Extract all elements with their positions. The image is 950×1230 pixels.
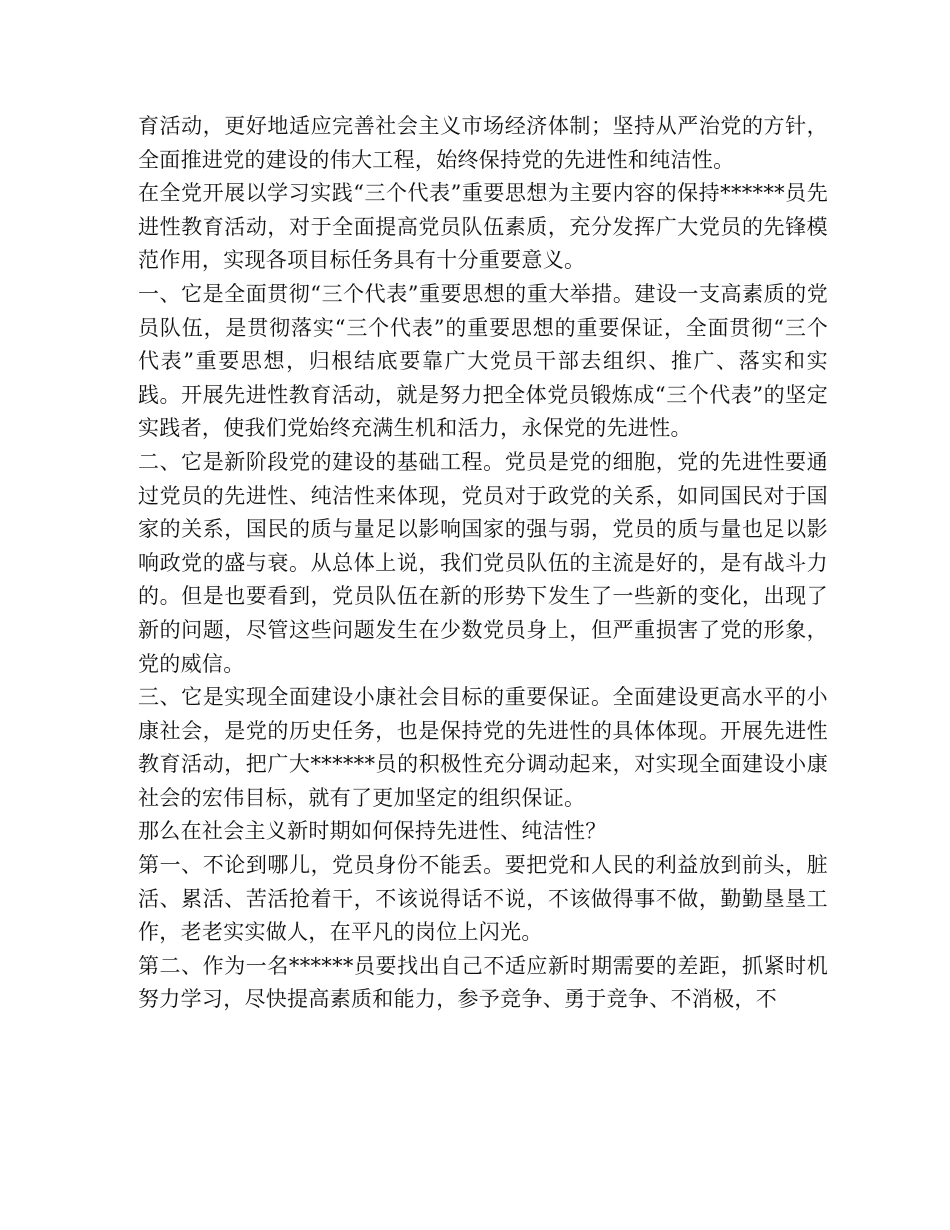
paragraph-4: 二、它是新阶段党的建设的基础工程。党员是党的细胞，党的先进性要通过党员的先进性、纯洁性来体现，党员对于政党的关系，如同国民对于国家的关系，国民的质与量足以影响国家的强与弱，党员的质与量也足以影响政党的盛与衰。从总体上说，我们党员队伍的主流是好的，是有战斗力的。但是也要看到，党员队伍在新的形势下发生了一些新的变化，出现了新的问题，尽管这些问题发生在少数党员身上，但严重损害了党的形象，党的威信。 [138, 449, 828, 676]
paragraph-8: 第二、作为一名******员要找出自己不适应新时期需要的差距，抓紧时机努力学习，尽快提高素质和能力，参予竞争、勇于竞争、不消极，不 [138, 953, 828, 1012]
document-body [138, 110, 828, 1017]
paragraph-6: 那么在社会主义新时期如何保持先进性、纯洁性？ [138, 819, 607, 844]
paragraph-1: 育活动，更好地适应完善社会主义市场经济体制；坚持从严治党的方针，全面推进党的建设的伟大工程，始终保持党的先进性和纯洁性。 [138, 114, 828, 172]
paragraph-5: 三、它是实现全面建设小康社会目标的重要保证。全面建设更高水平的小康社会，是党的历史任务，也是保持党的先进性的具体体现。开展先进性教育活动，把广大******员的积极性充分调动起来，对实现全面建设小康社会的宏伟目标，就有了更加坚定的组织保证。 [138, 685, 828, 810]
paragraph-2: 在全党开展以学习实践“三个代表”重要思想为主要内容的保持******员先进性教育活动，对于全面提高党员队伍素质，充分发挥广大党员的先锋模范作用，实现各项目标任务具有十分重要意义。 [138, 181, 828, 273]
paragraph-3: 一、它是全面贯彻“三个代表”重要思想的重大举措。建设一支高素质的党员队伍，是贯彻落实“三个代表”的重要思想的重要保证，全面贯彻“三个代表”重要思想，归根结底要靠广大党员干部去组织、推广、落实和实践。开展先进性教育活动，就是努力把全体党员锻炼成“三个代表”的坚定实践者，使我们党始终充满生机和活力，永保党的先进性。 [138, 281, 828, 441]
paragraph-7: 第一、不论到哪儿，党员身份不能丢。要把党和人民的利益放到前头，脏活、累活、苦活抢着干，不该说得话不说，不该做得事不做，勤勤垦垦工作，老老实实做人，在平凡的岗位上闪光。 [138, 853, 828, 945]
